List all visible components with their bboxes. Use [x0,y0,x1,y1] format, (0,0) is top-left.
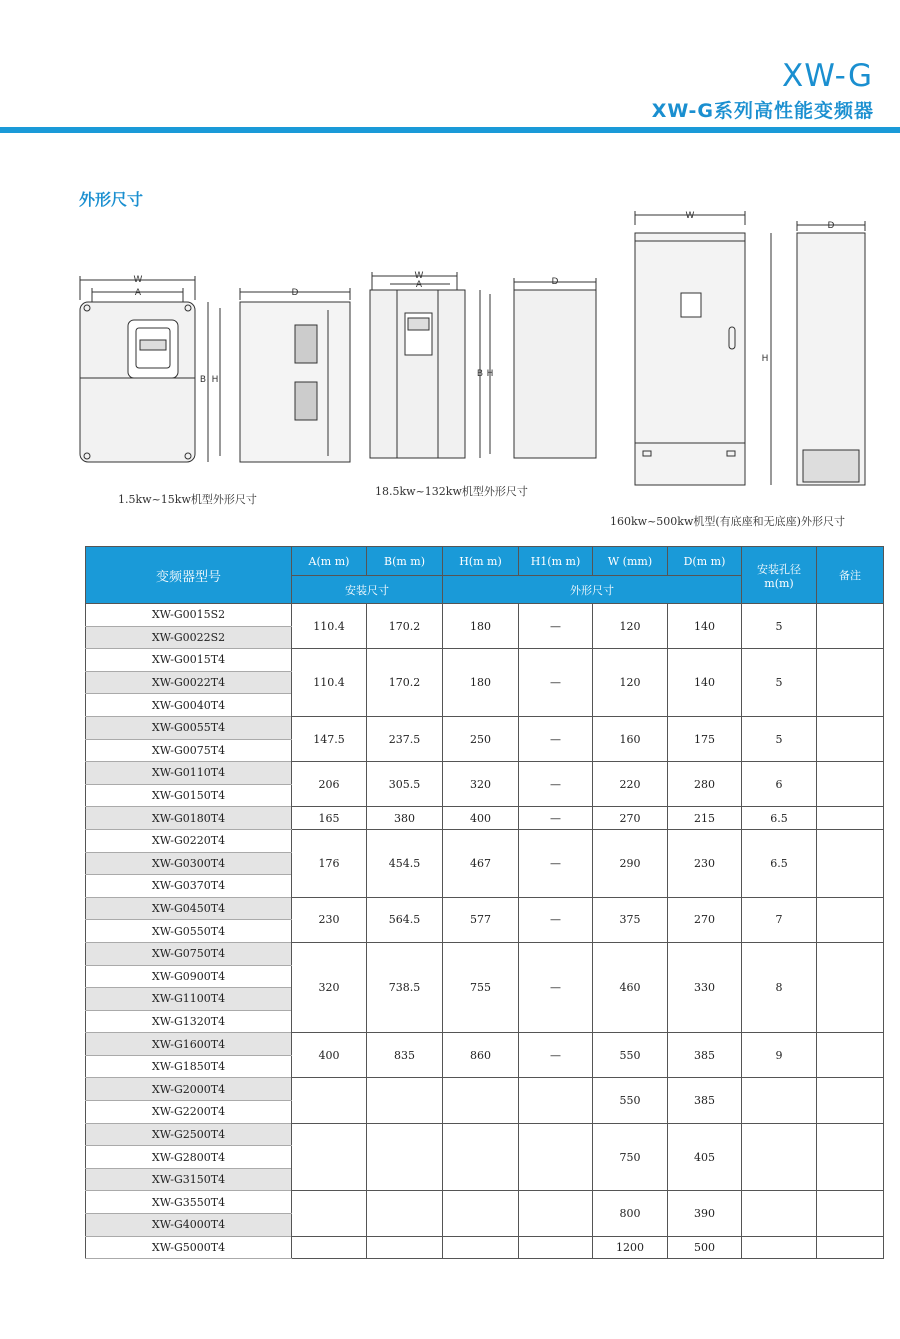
col-hole-unit: m(m) [764,576,794,590]
value-cell-hole: 8 [742,942,817,1032]
medium-model-diagram [362,268,607,468]
value-cell-d: 280 [668,762,742,807]
value-cell-h1 [519,1123,593,1191]
table-row [86,897,884,920]
value-cell-w: 460 [593,942,668,1032]
model-cell: XW-G0900T4 [86,965,292,988]
value-cell-d: 270 [668,897,742,942]
model-cell: XW-G0022T4 [86,671,292,694]
dimension-table-body [86,604,884,1259]
value-cell-h: 755 [443,942,519,1032]
value-cell-h: 577 [443,897,519,942]
small-h-label: H [211,375,219,385]
series-code: XW-G [782,58,873,94]
value-cell-a: 230 [292,897,367,942]
col-model: 变频器型号 [86,547,292,604]
value-cell-h1: — [519,897,593,942]
value-cell-d: 140 [668,604,742,649]
value-cell-b [367,1078,443,1123]
value-cell-w: 1200 [593,1236,668,1259]
value-cell-note [817,942,884,1032]
model-cell: XW-G1100T4 [86,988,292,1011]
value-cell-b: 835 [367,1033,443,1078]
value-cell-h1 [519,1236,593,1259]
value-cell-hole [742,1191,817,1236]
value-cell-w: 750 [593,1123,668,1191]
model-cell: XW-G3550T4 [86,1191,292,1214]
value-cell-h1: — [519,604,593,649]
table-row [86,829,884,852]
model-cell: XW-G0015T4 [86,649,292,672]
value-cell-h: 860 [443,1033,519,1078]
col-h: H(m m) [443,547,519,576]
value-cell-hole: 5 [742,649,817,717]
value-cell-a: 165 [292,807,367,830]
value-cell-b [367,1123,443,1191]
col-d: D(m m) [668,547,742,576]
value-cell-d: 140 [668,649,742,717]
value-cell-h1: — [519,762,593,807]
value-cell-h: 250 [443,716,519,761]
col-h1: H1(m m) [519,547,593,576]
value-cell-note [817,604,884,649]
model-cell: XW-G1320T4 [86,1010,292,1033]
model-cell: XW-G2200T4 [86,1101,292,1124]
value-cell-d: 405 [668,1123,742,1191]
value-cell-b: 454.5 [367,829,443,897]
value-cell-hole: 7 [742,897,817,942]
col-a: A(m m) [292,547,367,576]
value-cell-h: 180 [443,604,519,649]
value-cell-a: 206 [292,762,367,807]
model-cell: XW-G1600T4 [86,1033,292,1056]
model-cell: XW-G0370T4 [86,875,292,898]
value-cell-hole: 9 [742,1033,817,1078]
medium-h-label: H [486,369,494,379]
value-cell-a: 110.4 [292,604,367,649]
value-cell-b: 237.5 [367,716,443,761]
value-cell-b: 738.5 [367,942,443,1032]
section-title: 外形尺寸 [79,190,144,209]
model-cell: XW-G0450T4 [86,897,292,920]
value-cell-d: 500 [668,1236,742,1259]
value-cell-w: 800 [593,1191,668,1236]
large-model-caption: 160kw~500kw机型(有底座和无底座)外形尺寸 [610,515,845,528]
medium-w-label: W [414,271,424,281]
value-cell-note [817,829,884,897]
value-cell-a: 320 [292,942,367,1032]
large-d-label: D [827,221,835,231]
header-rule [0,127,900,133]
model-cell: XW-G0220T4 [86,829,292,852]
small-d-label: D [291,288,299,298]
small-model-diagram [70,270,360,470]
value-cell-hole: 5 [742,716,817,761]
value-cell-b: 380 [367,807,443,830]
value-cell-d: 385 [668,1033,742,1078]
value-cell-a [292,1123,367,1191]
value-cell-a [292,1191,367,1236]
value-cell-hole: 6.5 [742,829,817,897]
col-w: W (mm) [593,547,668,576]
value-cell-b: 170.2 [367,649,443,717]
value-cell-a: 400 [292,1033,367,1078]
model-cell: XW-G0750T4 [86,942,292,965]
value-cell-b [367,1236,443,1259]
model-cell: XW-G0180T4 [86,807,292,830]
model-cell: XW-G0055T4 [86,716,292,739]
value-cell-d: 330 [668,942,742,1032]
value-cell-h1: — [519,829,593,897]
value-cell-note [817,716,884,761]
model-cell: XW-G5000T4 [86,1236,292,1259]
value-cell-h: 320 [443,762,519,807]
model-cell: XW-G0022S2 [86,626,292,649]
value-cell-h1 [519,1191,593,1236]
small-model-caption: 1.5kw~15kw机型外形尺寸 [118,493,257,506]
table-row [86,649,884,672]
value-cell-b [367,1191,443,1236]
table-row [86,942,884,965]
value-cell-a [292,1236,367,1259]
value-cell-d: 230 [668,829,742,897]
value-cell-d: 215 [668,807,742,830]
value-cell-note [817,1236,884,1259]
value-cell-a [292,1078,367,1123]
table-row [86,1123,884,1146]
value-cell-w: 550 [593,1078,668,1123]
value-cell-h1: — [519,942,593,1032]
model-cell: XW-G3150T4 [86,1168,292,1191]
table-row [86,1191,884,1214]
large-h-label: H [761,354,769,364]
value-cell-w: 550 [593,1033,668,1078]
col-b: B(m m) [367,547,443,576]
large-model-diagram [625,205,875,495]
series-subtitle: XW-G系列高性能变频器 [651,100,874,122]
value-cell-hole: 5 [742,604,817,649]
value-cell-w: 270 [593,807,668,830]
value-cell-w: 120 [593,604,668,649]
value-cell-d: 390 [668,1191,742,1236]
value-cell-hole: 6.5 [742,807,817,830]
value-cell-h1 [519,1078,593,1123]
value-cell-note [817,807,884,830]
group-install: 安装尺寸 [292,576,443,604]
model-cell: XW-G0150T4 [86,784,292,807]
value-cell-d: 385 [668,1078,742,1123]
value-cell-hole [742,1123,817,1191]
value-cell-h: 467 [443,829,519,897]
medium-d-label: D [551,277,559,287]
col-hole [742,547,817,604]
value-cell-h: 180 [443,649,519,717]
value-cell-note [817,1123,884,1191]
model-cell: XW-G4000T4 [86,1214,292,1237]
value-cell-note [817,897,884,942]
value-cell-d: 175 [668,716,742,761]
model-cell: XW-G0300T4 [86,852,292,875]
model-cell: XW-G0550T4 [86,920,292,943]
table-row [86,762,884,785]
value-cell-h1: — [519,807,593,830]
model-cell: XW-G0075T4 [86,739,292,762]
small-a-label: A [134,288,142,298]
model-cell: XW-G2500T4 [86,1123,292,1146]
value-cell-h1: — [519,1033,593,1078]
value-cell-hole: 6 [742,762,817,807]
value-cell-note [817,649,884,717]
model-cell: XW-G1850T4 [86,1055,292,1078]
large-w-label: W [685,211,695,221]
small-b-label: B [199,375,207,385]
table-row [86,1078,884,1101]
table-row [86,1033,884,1056]
value-cell-a: 110.4 [292,649,367,717]
table-row [86,1236,884,1259]
medium-model-caption: 18.5kw~132kw机型外形尺寸 [375,485,528,498]
value-cell-w: 120 [593,649,668,717]
value-cell-h [443,1191,519,1236]
model-cell: XW-G2000T4 [86,1078,292,1101]
value-cell-w: 160 [593,716,668,761]
value-cell-a: 147.5 [292,716,367,761]
value-cell-note [817,1191,884,1236]
model-cell: XW-G2800T4 [86,1146,292,1169]
value-cell-h [443,1236,519,1259]
table-row [86,604,884,627]
table-row [86,807,884,830]
value-cell-note [817,762,884,807]
value-cell-b: 305.5 [367,762,443,807]
value-cell-note [817,1078,884,1123]
value-cell-h1: — [519,649,593,717]
model-cell: XW-G0110T4 [86,762,292,785]
value-cell-w: 375 [593,897,668,942]
dimension-table [85,546,884,1259]
value-cell-w: 290 [593,829,668,897]
value-cell-note [817,1033,884,1078]
value-cell-w: 220 [593,762,668,807]
model-cell: XW-G0015S2 [86,604,292,627]
col-hole-label: 安装孔径 [757,562,801,576]
small-w-label: W [133,275,143,285]
value-cell-hole [742,1236,817,1259]
medium-a-label: A [415,280,423,290]
model-cell: XW-G0040T4 [86,694,292,717]
value-cell-h [443,1123,519,1191]
value-cell-a: 176 [292,829,367,897]
value-cell-hole [742,1078,817,1123]
value-cell-b: 170.2 [367,604,443,649]
group-outer: 外形尺寸 [443,576,742,604]
value-cell-h [443,1078,519,1123]
table-row [86,716,884,739]
medium-b-label: B [476,369,484,379]
value-cell-h: 400 [443,807,519,830]
value-cell-b: 564.5 [367,897,443,942]
col-note: 备注 [817,547,884,604]
value-cell-h1: — [519,716,593,761]
